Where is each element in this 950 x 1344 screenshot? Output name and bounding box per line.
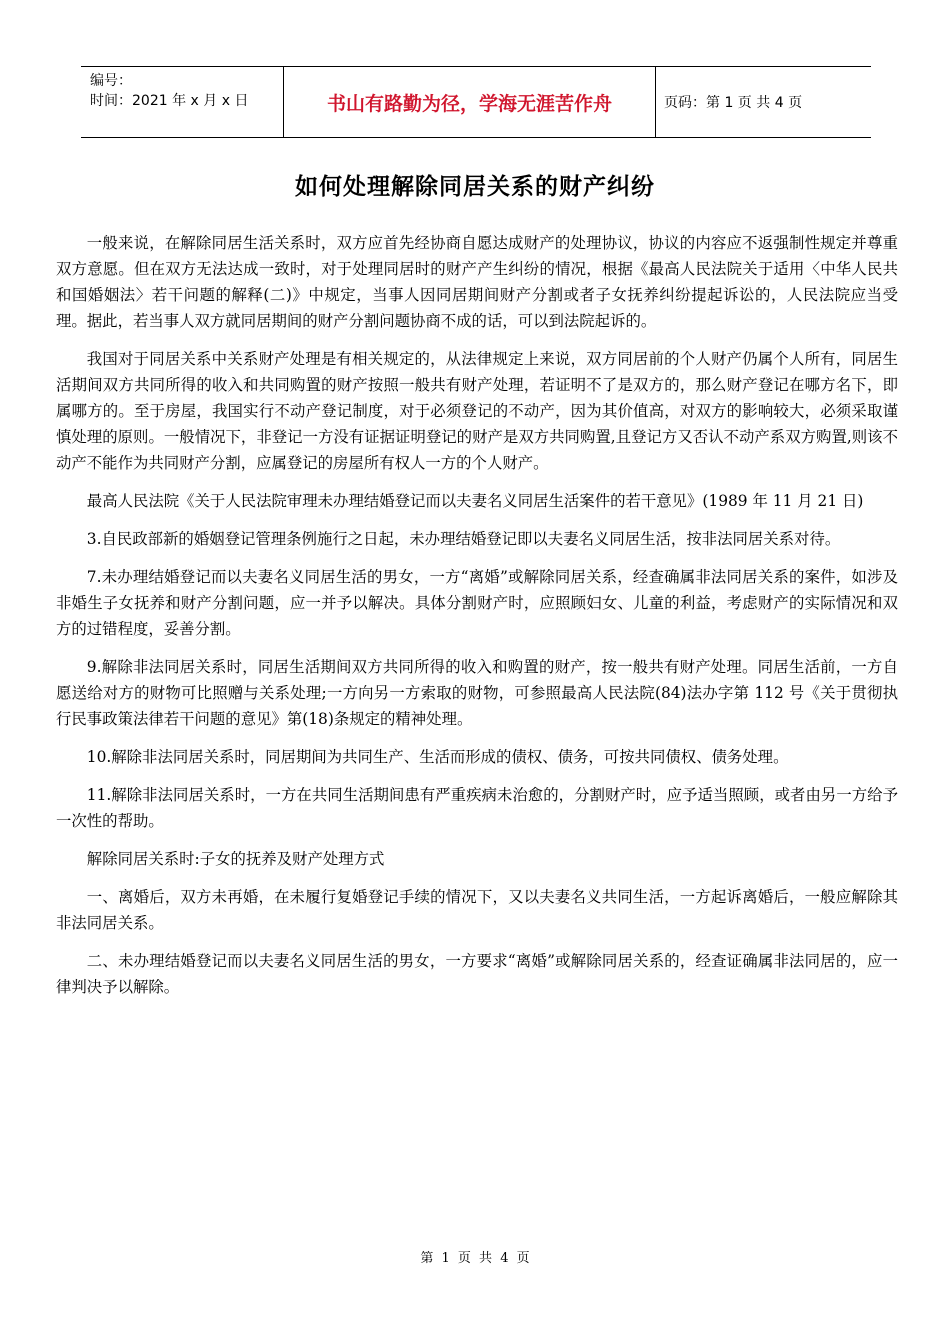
document-body [56,230,898,1012]
paragraph: 7.未办理结婚登记而以夫妻名义同居生活的男女，一方“离婚”或解除同居关系，经查确属非法同居关系的案件，如涉及非婚生子女抚养和财产分割问题，应一并予以解决。具体分割财产时，应照顾妇女、儿童的利益，考虑财产的实际情况和双方的过错程度，妥善分割。 [56,568,898,638]
paragraph: 一、离婚后，双方未再婚，在未履行复婚登记手续的情况下，又以夫妻名义共同生活，一方起诉离婚后，一般应解除其非法同居关系。 [56,888,898,932]
paragraph: 解除同居关系时:子女的抚养及财产处理方式 [86,850,385,868]
paragraph: 9.解除非法同居关系时，同居生活期间双方共同所得的收入和购置的财产，按一般共有财产处理。同居生活前，一方自愿送给对方的财物可比照赠与关系处理;一方向另一方索取的财物，可参照最高人民法院(84)法办字第 112 号《关于贯彻执行民事政策法律若干问题的意见》第(18)条规定的精神处理。 [56,658,898,728]
page-info: 页码：第 1 页 共 4 页 [664,95,803,111]
header-meta-cell [81,67,283,137]
paragraph: 一般来说，在解除同居生活关系时，双方应首先经协商自愿达成财产的处理协议，协议的内容应不返强制性规定并尊重双方意愿。但在双方无法达成一致时，对于处理同居时的财产产生纠纷的情况，根据《最高人民法院关于适用〈中华人民共和国婚姻法〉若干问题的解释(二)》中规定，当事人因同居期间财产分割或者子女抚养纠纷提起诉讼的，人民法院应当受理。据此，若当事人双方就同居期间的财产分割问题协商不成的话，可以到法院起诉的。 [56,234,898,330]
page-footer: 第 1 页 共 4 页 [420,1251,530,1266]
header-table [81,66,871,138]
paragraph: 最高人民法院《关于人民法院审理未办理结婚登记而以夫妻名义同居生活案件的若干意见》(1989 年 11 月 21 日) [86,492,864,510]
date-text: 时间：2021 年 x 月 x 日 [90,93,249,109]
motto: 书山有路勤为径，学海无涯苦作舟 [283,67,656,137]
paragraph: 11.解除非法同居关系时，一方在共同生活期间患有严重疾病未治愈的，分割财产时，应予适当照顾，或者由另一方给予一次性的帮助。 [56,786,898,830]
paragraph: 10.解除非法同居关系时，同居期间为共同生产、生活而形成的债权、债务，可按共同债权、债务处理。 [86,748,789,766]
paragraph: 我国对于同居关系中关系财产处理是有相关规定的，从法律规定上来说，双方同居前的个人财产仍属个人所有，同居生活期间双方共同所得的收入和共同购置的财产按照一般共有财产处理，若证明不了是双方的，那么财产登记在哪方名下，即属哪方的。至于房屋，我国实行不动产登记制度，对于必须登记的不动产，因为其价值高，对双方的影响较大，必须采取谨慎处理的原则。一般情况下，非登记一方没有证据证明登记的财产是双方共同购置,且登记方又否认不动产系双方购置,则该不动产不能作为共同财产分割，应属登记的房屋所有权人一方的个人财产。 [56,350,898,472]
code-label: 编号： [90,73,132,89]
paragraph: 二、未办理结婚登记而以夫妻名义同居生活的男女，一方要求“离婚”或解除同居关系的，经查证确属非法同居的，应一律判决予以解除。 [56,952,898,996]
document-title: 如何处理解除同居关系的财产纠纷 [295,174,655,200]
paragraph: 3.自民政部新的婚姻登记管理条例施行之日起，未办理结婚登记即以夫妻名义同居生活，按非法同居关系对待。 [86,530,841,548]
